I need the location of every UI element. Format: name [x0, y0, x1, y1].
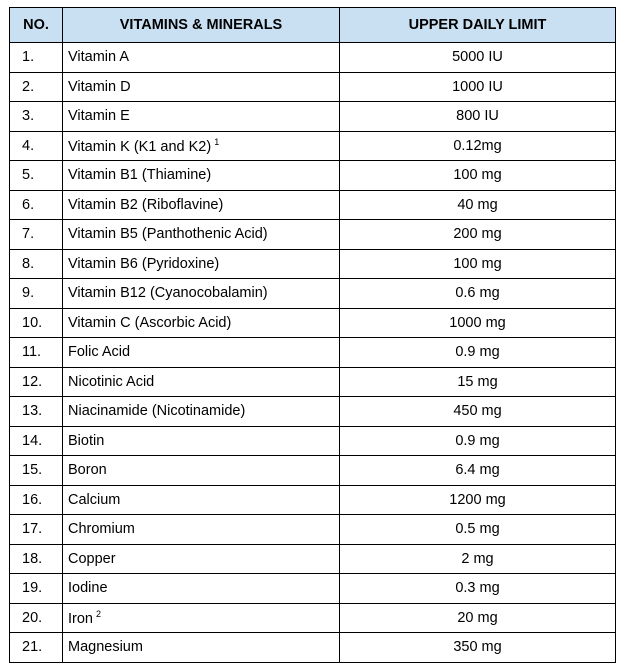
- upper-daily-limit: 15 mg: [340, 367, 616, 397]
- upper-daily-limit: 1000 mg: [340, 308, 616, 338]
- nutrient-name: Vitamin B2 (Riboflavine): [68, 196, 224, 213]
- row-number: 9.: [10, 279, 63, 309]
- upper-daily-limit: 6.4 mg: [340, 456, 616, 486]
- table-body: [10, 43, 616, 663]
- nutrient-name-cell: [63, 456, 340, 486]
- table-row: [10, 308, 616, 338]
- vitamins-minerals-limits-table: [9, 7, 616, 663]
- table-row: [10, 456, 616, 486]
- nutrient-name-cell: [63, 102, 340, 132]
- upper-daily-limit: 800 IU: [340, 102, 616, 132]
- nutrient-name: Nicotinic Acid: [68, 373, 155, 390]
- nutrient-name: Folic Acid: [68, 344, 131, 360]
- table-row: [10, 43, 616, 73]
- nutrient-name: Iodine: [68, 580, 108, 596]
- upper-daily-limit: 1200 mg: [340, 485, 616, 515]
- nutrient-name: Vitamin D: [68, 78, 131, 95]
- table-row: [10, 72, 616, 102]
- footnote-marker: 2: [96, 608, 102, 619]
- nutrient-name: Chromium: [68, 521, 135, 537]
- upper-daily-limit: 0.12mg: [340, 131, 616, 161]
- table-row: [10, 102, 616, 132]
- header-no: NO.: [10, 8, 63, 43]
- table-row: [10, 515, 616, 545]
- nutrient-name: Magnesium: [68, 639, 143, 655]
- nutrient-name-cell: [63, 574, 340, 604]
- upper-daily-limit: 450 mg: [340, 397, 616, 427]
- nutrient-name-cell: [63, 515, 340, 545]
- nutrient-name: Vitamin A: [68, 49, 129, 65]
- upper-daily-limit: 0.5 mg: [340, 515, 616, 545]
- upper-daily-limit: 100 mg: [340, 249, 616, 279]
- footnote-marker: 1: [214, 136, 220, 147]
- row-number: 17.: [10, 515, 63, 545]
- row-number: 4.: [10, 131, 63, 161]
- row-number: 21.: [10, 633, 63, 663]
- upper-daily-limit: 100 mg: [340, 161, 616, 191]
- table-row: [10, 220, 616, 250]
- table-row: [10, 338, 616, 368]
- table-row: [10, 574, 616, 604]
- row-number: 3.: [10, 102, 63, 132]
- nutrient-name: Vitamin E: [68, 108, 130, 124]
- nutrient-name: Vitamin B12 (Cyanocobalamin): [68, 285, 268, 301]
- upper-daily-limit: 0.9 mg: [340, 426, 616, 456]
- upper-daily-limit: 40 mg: [340, 190, 616, 220]
- header-upper-daily-limit: UPPER DAILY LIMIT: [340, 8, 616, 43]
- table-row: [10, 544, 616, 574]
- row-number: 19.: [10, 574, 63, 604]
- nutrient-name-cell: [63, 249, 340, 279]
- nutrient-name-cell: [63, 72, 340, 102]
- row-number: 7.: [10, 220, 63, 250]
- table-row: [10, 367, 616, 397]
- row-number: 14.: [10, 426, 63, 456]
- nutrient-name-cell: [63, 190, 340, 220]
- nutrient-name: Vitamin C (Ascorbic Acid): [68, 314, 232, 331]
- nutrient-name-cell: [63, 279, 340, 309]
- row-number: 13.: [10, 397, 63, 427]
- nutrient-name: Vitamin K (K1 and K2): [68, 138, 212, 155]
- upper-daily-limit: 0.6 mg: [340, 279, 616, 309]
- nutrient-name: Vitamin B5 (Panthothenic Acid): [68, 226, 268, 242]
- nutrient-name-cell: [63, 603, 340, 633]
- table-row: [10, 485, 616, 515]
- upper-daily-limit: 0.3 mg: [340, 574, 616, 604]
- nutrient-name: Copper: [68, 550, 116, 567]
- nutrient-name: Iron: [68, 610, 93, 627]
- nutrient-name-cell: [63, 338, 340, 368]
- nutrient-name-cell: [63, 426, 340, 456]
- row-number: 15.: [10, 456, 63, 486]
- table-row: [10, 426, 616, 456]
- table-row: [10, 603, 616, 633]
- row-number: 1.: [10, 43, 63, 73]
- header-vitamins-minerals: VITAMINS & MINERALS: [63, 8, 340, 43]
- nutrient-name-cell: [63, 397, 340, 427]
- row-number: 20.: [10, 603, 63, 633]
- row-number: 10.: [10, 308, 63, 338]
- table-row: [10, 397, 616, 427]
- nutrient-name-cell: [63, 544, 340, 574]
- row-number: 11.: [10, 338, 63, 368]
- header-row: [10, 8, 616, 43]
- table-row: [10, 249, 616, 279]
- upper-daily-limit: 20 mg: [340, 603, 616, 633]
- nutrient-name-cell: [63, 43, 340, 73]
- nutrient-name-cell: [63, 485, 340, 515]
- upper-daily-limit: 350 mg: [340, 633, 616, 663]
- table-container: [9, 7, 616, 663]
- upper-daily-limit: 5000 IU: [340, 43, 616, 73]
- row-number: 18.: [10, 544, 63, 574]
- nutrient-name: Biotin: [68, 432, 105, 449]
- nutrient-name: Boron: [68, 462, 107, 478]
- upper-daily-limit: 2 mg: [340, 544, 616, 574]
- table-row: [10, 279, 616, 309]
- nutrient-name: Vitamin B1 (Thiamine): [68, 167, 212, 183]
- row-number: 12.: [10, 367, 63, 397]
- table-row: [10, 161, 616, 191]
- row-number: 6.: [10, 190, 63, 220]
- nutrient-name-cell: [63, 131, 340, 161]
- nutrient-name-cell: [63, 220, 340, 250]
- row-number: 2.: [10, 72, 63, 102]
- row-number: 16.: [10, 485, 63, 515]
- upper-daily-limit: 1000 IU: [340, 72, 616, 102]
- table-row: [10, 131, 616, 161]
- nutrient-name: Vitamin B6 (Pyridoxine): [68, 255, 220, 272]
- nutrient-name: Calcium: [68, 491, 121, 508]
- nutrient-name-cell: [63, 367, 340, 397]
- row-number: 5.: [10, 161, 63, 191]
- upper-daily-limit: 0.9 mg: [340, 338, 616, 368]
- nutrient-name-cell: [63, 633, 340, 663]
- table-header: [10, 8, 616, 43]
- nutrient-name-cell: [63, 161, 340, 191]
- row-number: 8.: [10, 249, 63, 279]
- upper-daily-limit: 200 mg: [340, 220, 616, 250]
- nutrient-name: Niacinamide (Nicotinamide): [68, 403, 246, 419]
- table-row: [10, 190, 616, 220]
- nutrient-name-cell: [63, 308, 340, 338]
- table-row: [10, 633, 616, 663]
